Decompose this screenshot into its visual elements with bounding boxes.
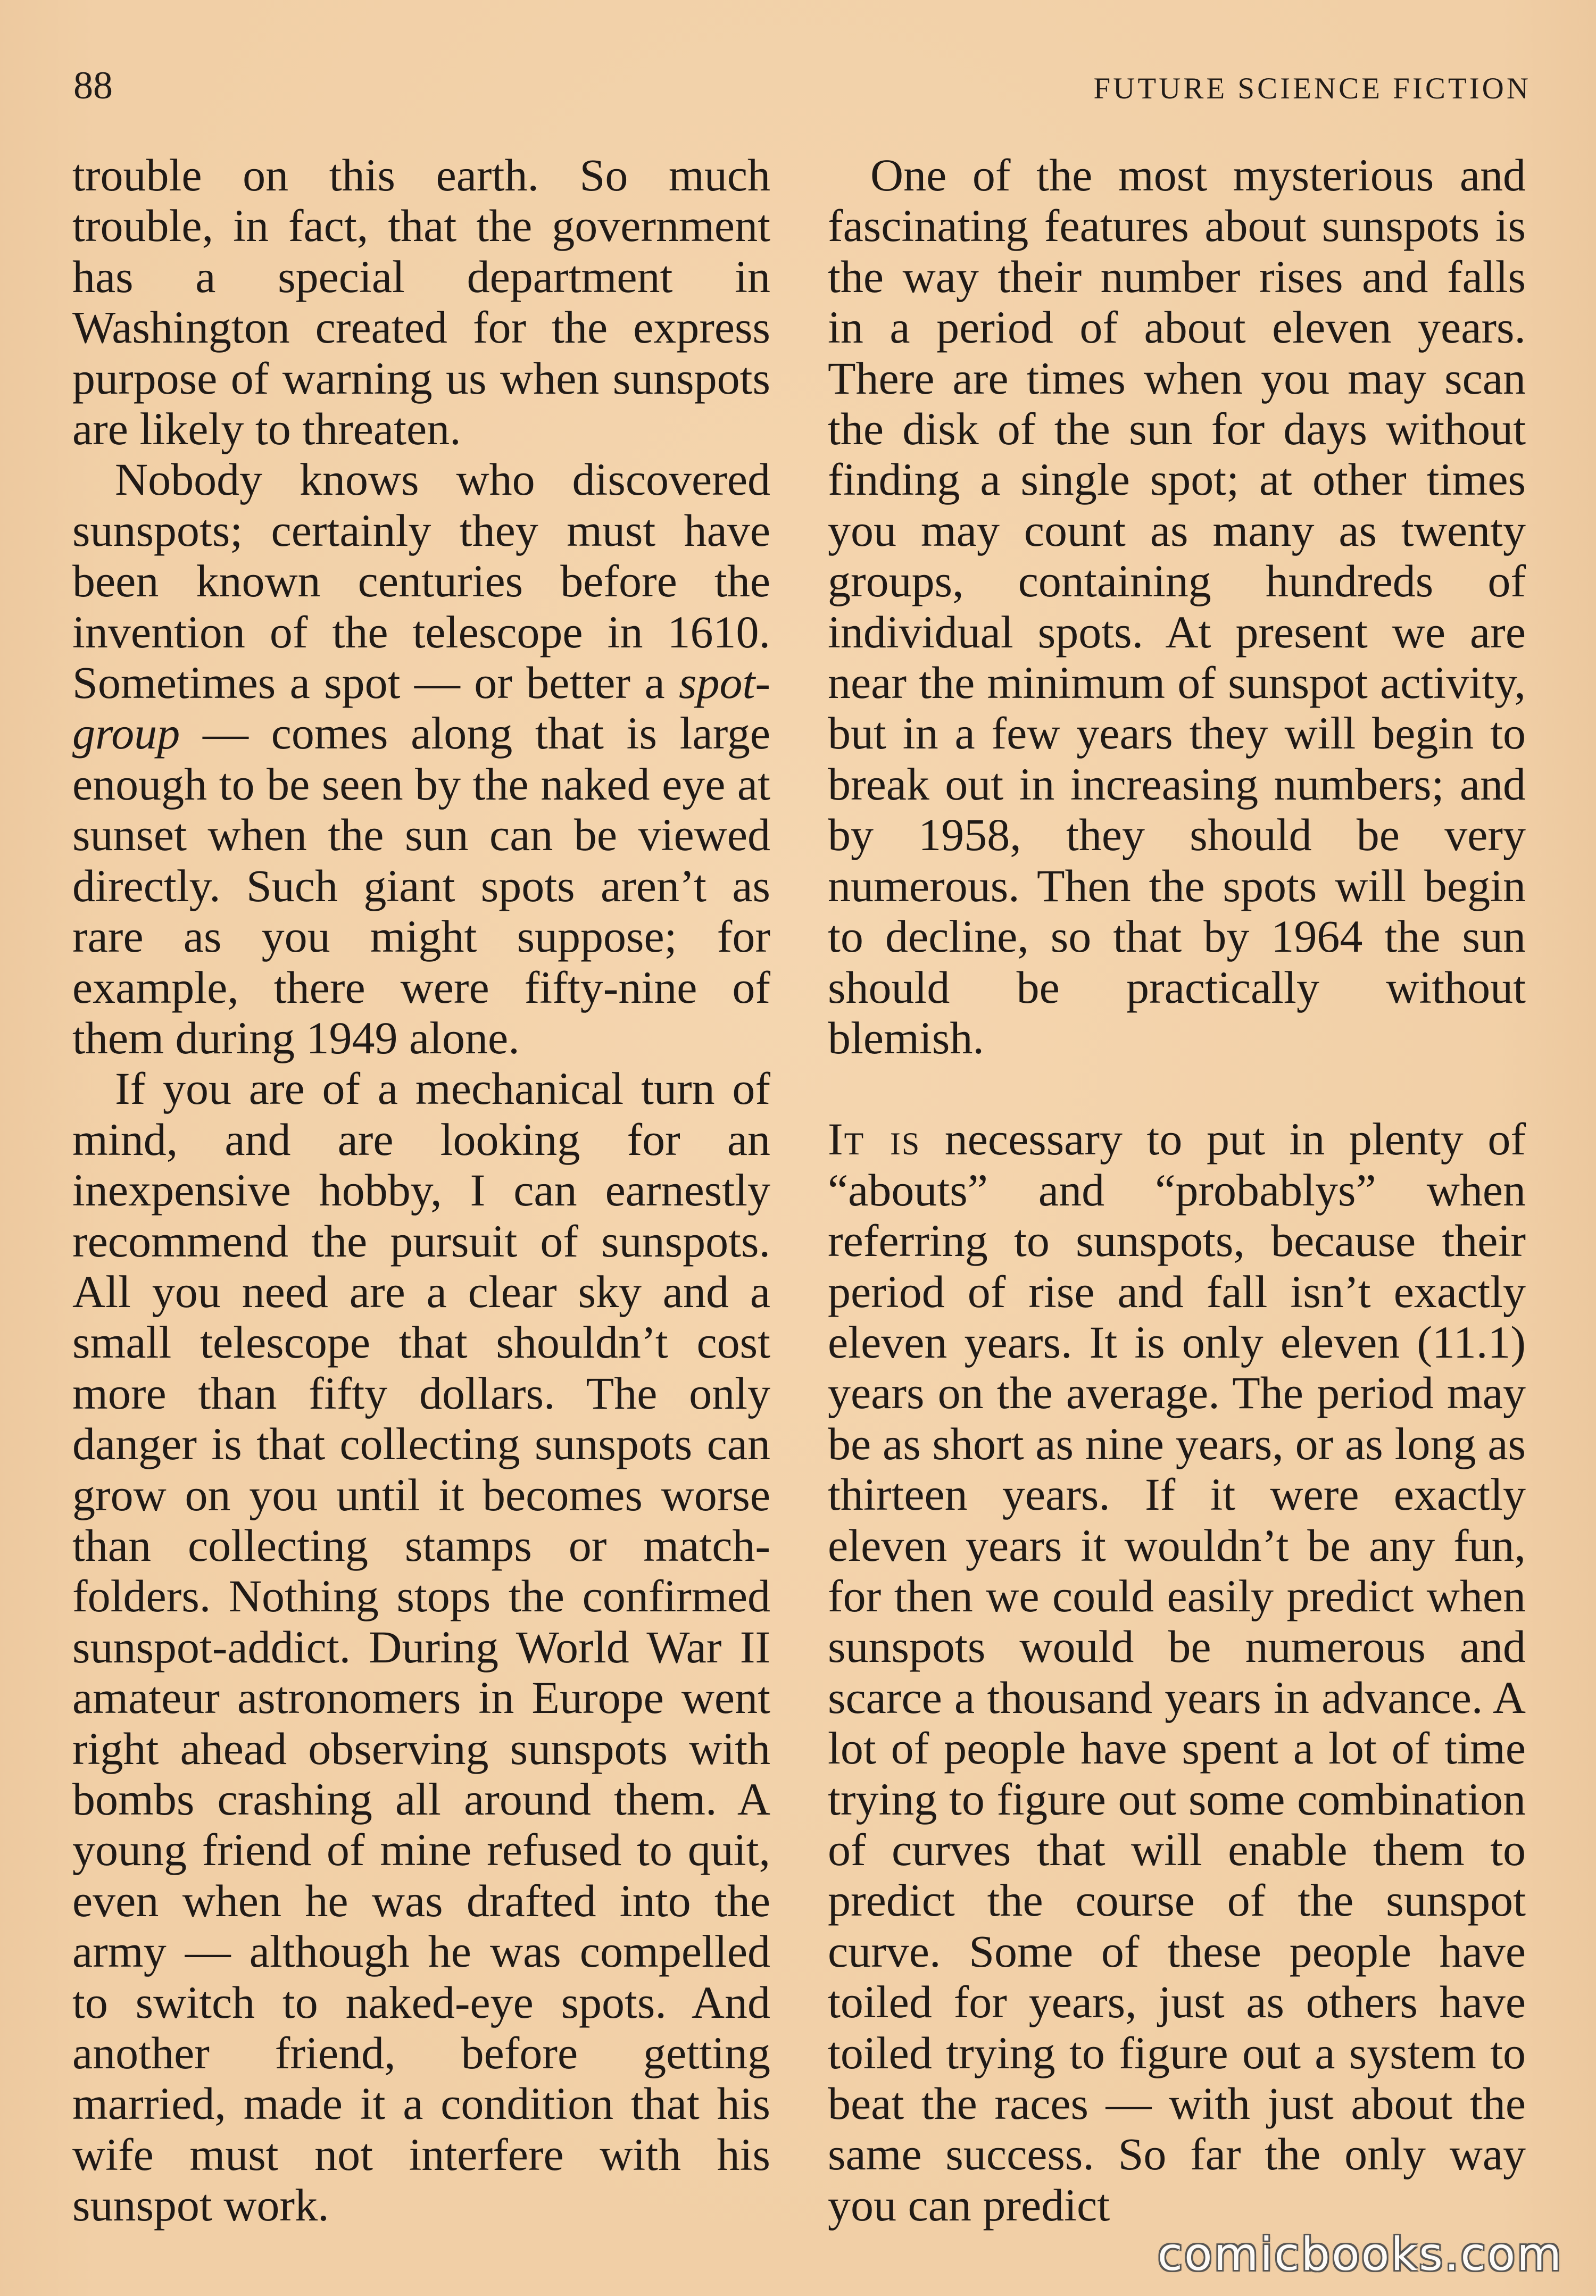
right-column [828, 150, 1526, 2231]
left-column [72, 150, 770, 2231]
paragraph-continued: trouble on this earth. So much trouble, in fact, that the government has a special department in Washington created for the express purpose of warning us when sunspots are likely to threaten. [72, 149, 770, 455]
paragraph [72, 454, 770, 1063]
section-opening-paragraph [828, 1114, 1526, 2231]
running-head [73, 62, 1531, 110]
running-title: FUTURE SCIENCE FICTION [1093, 72, 1531, 105]
italic-emphasis: spot-group [72, 657, 771, 759]
paragraph: If you are of a mechanical turn of mind, and are looking for an inexpensive hobby, I can earnestly recommend the pursuit of sunspots. All you need are a clear sky and a small telescope that shouldn’t cost more than fifty dollars. The only danger is that collecting sunspots can grow on you until it becomes worse than collecting stamps or match-folders. Nothing stops the confirmed sunspot-addict. During World War II amateur astronomers in Europe went right ahead observing sunspots with bombs crashing all around them. A young friend of mine refused to quit, even when he was drafted into the army — although he was compelled to switch to naked-eye spots. And another friend, before getting married, made it a condition that his wife must not interfere with his sunspot work. [72, 1063, 770, 2231]
paragraph-text: Nobody knows who discovered sunspots; certainly they must have been known centuries before the invention of the telescope in 1610. Sometimes a spot — or better a [72, 454, 770, 709]
paragraph-text: necessary to put in plenty of “abouts” and “probablys” when referring to sunspots, because their period of rise and fall isn’t exactly eleven years. It is only eleven (11.1) years on the average. The period may be as short as nine years, or as long as thirteen years. If it were exactly eleven years it wouldn’t be any fun, for then we could easily predict when sunspots would be numerous and scarce a thousand years in advance. A lot of people have spent a lot of time trying to figure out some combination of curves that will enable them to predict the course of the sunspot curve. Some of these people have toiled for years, just as others have toiled trying to figure out a system to beat the races — with just about the same success. So far the only way you can predict [828, 1113, 1526, 2231]
page-number: 88 [73, 64, 113, 107]
paragraph: One of the most mysterious and fascinating features about sunspots is the way their number rises and falls in a period of about eleven years. There are times when you may scan the disk of the sun for days without finding a single spot; at other times you may count as many as twenty groups, containing hundreds of individual spots. At present we are near the minimum of sunspot activity, but in a few years they will begin to break out in increasing numbers; and by 1958, they should be very numerous. Then the spots will begin to decline, so that by 1964 the sun should be practically without blemish. [828, 149, 1526, 1063]
section-lead-in: It is [828, 1113, 921, 1165]
paragraph-text: — comes along that is large enough to be seen by the naked eye at sunset when the sun can be viewed directly. Such giant spots aren’t as rare as you might suppose; for example, there were fifty-nine of them during 1949 alone. [72, 708, 770, 1063]
watermark: comicbooks.com [1157, 2228, 1563, 2281]
